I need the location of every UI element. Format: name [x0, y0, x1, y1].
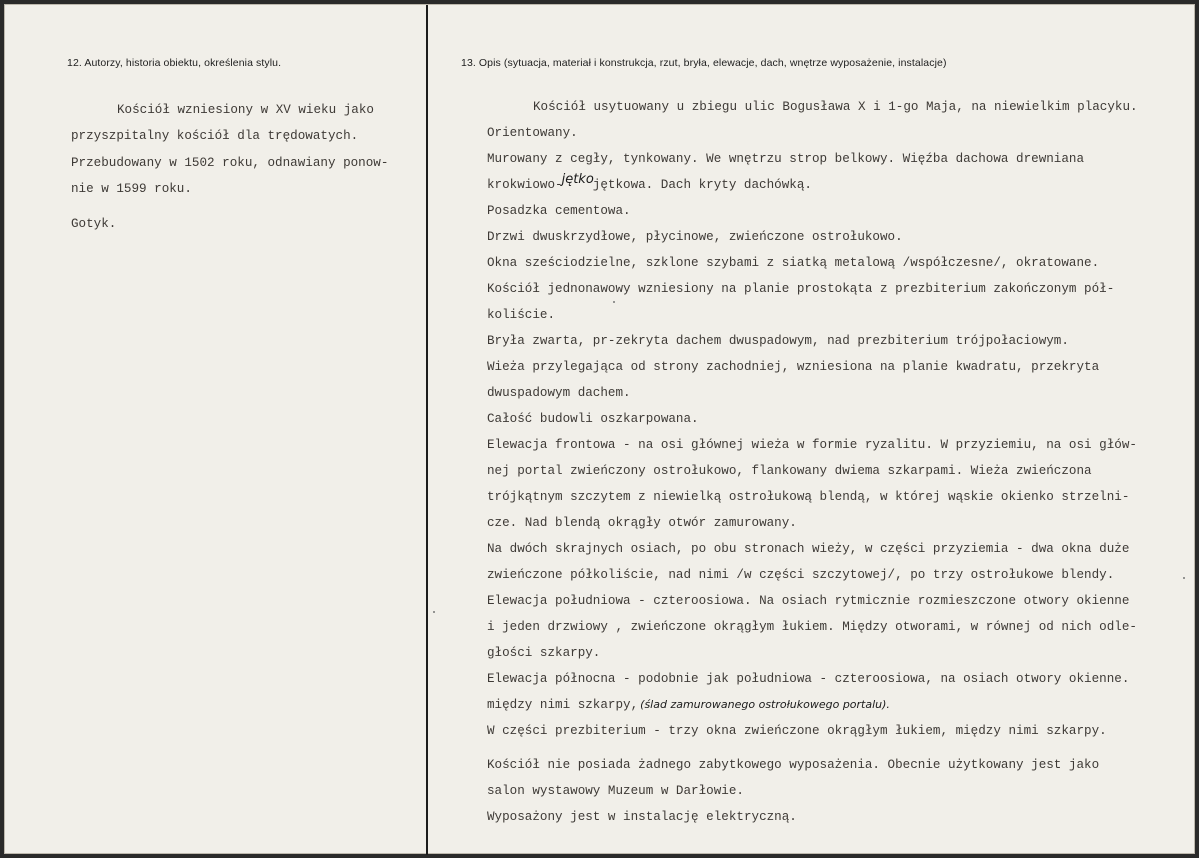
description-line: Murowany z cegły, tynkowany. We wnętrzu strop belkowy. Więźba dachowa drewniana [487, 152, 1085, 166]
section-12-heading: 12. Autorzy, historia obiektu, określenia stylu. [67, 57, 282, 69]
description-line: salon wystawowy Muzeum w Darłowie. [487, 784, 744, 798]
description-line: Okna sześciodzielne, szklone szybami z siatką metalową /współczesne/, okratowane. [487, 256, 1100, 270]
description-line: Kościół nie posiada żadnego zabytkowego wyposażenia. Obecnie użytkowany jest jako [487, 758, 1100, 772]
description-text: jętkowa. Dach kryty dachówką. [592, 178, 812, 192]
description-line: i jeden drzwiowy , zwieńczone okrągłym łukiem. Między otworami, w równej od nich odle- [487, 620, 1137, 634]
description-line: Orientowany. [487, 126, 578, 140]
description-line: Kościół usytuowany u zbiegu ulic Bogusława X i 1-go Maja, na niewielkim placyku. [533, 100, 1138, 114]
description-line: zwieńczone półkoliście, nad nimi /w części szczytowej/, po trzy ostrołukowe blendy. [487, 568, 1115, 582]
description-column [487, 94, 1187, 830]
style-text: Gotyk. [71, 217, 117, 232]
description-line [487, 172, 1187, 198]
description-line: Elewacja północna - podobnie jak południowa - czteroosiowa, na osiach otwory okienne. [487, 672, 1130, 686]
description-text: krokwiowo- [487, 178, 563, 192]
description-line: Wieża przylegająca od strony zachodniej, wzniesiona na planie kwadratu, przekryta [487, 360, 1100, 374]
description-line: trójkątnym szczytem z niewielką ostrołukową blendą, w której wąskie okienko strzelni- [487, 490, 1130, 504]
description-line: Elewacja frontowa - na osi głównej wieża w formie ryzalitu. W przyziemiu, na osi głów- [487, 438, 1137, 452]
description-text: między nimi szkarpy, [487, 698, 639, 712]
description-line: Kościół jednonawowy wzniesiony na planie prostokąta z prezbiterium zakończonym pół- [487, 282, 1115, 296]
description-line: Bryła zwarta, pr-zekryta dachem dwuspadowym, nad prezbiterium trójpołaciowym. [487, 334, 1069, 348]
section-13-heading: 13. Opis (sytuacja, materiał i konstrukcja, rzut, bryła, elewacje, dach, wnętrze wyposażenie, instalacje) [461, 57, 947, 69]
description-line: dwuspadowym dachem. [487, 386, 631, 400]
description-line: cze. Nad blendą okrągły otwór zamurowany. [487, 516, 797, 530]
document-sheet [4, 4, 1195, 854]
history-column [71, 97, 411, 237]
description-line: koliście. [487, 308, 556, 322]
description-line: W części prezbiterium - trzy okna zwieńczone okrągłym łukiem, między nimi szkarpy. [487, 724, 1107, 738]
handwritten-correction: jętko [561, 172, 594, 187]
description-line: nej portal zwieńczony ostrołukowo, flankowany dwiema szkarpami. Wieża zwieńczona [487, 464, 1092, 478]
description-line [487, 692, 1187, 718]
column-divider [426, 5, 428, 855]
paper-speck [613, 301, 615, 303]
paper-speck [1183, 577, 1185, 579]
description-line: Posadzka cementowa. [487, 204, 631, 218]
history-line: nie w 1599 roku. [71, 181, 192, 196]
description-line: głości szkarpy. [487, 646, 601, 660]
description-line: Drzwi dwuskrzydłowe, płycinowe, zwieńczone ostrołukowo. [487, 230, 903, 244]
history-line: Przebudowany w 1502 roku, odnawiany ponow- [71, 155, 389, 170]
description-line: Elewacja południowa - czteroosiowa. Na osiach rytmicznie rozmieszczone otwory okienne [487, 594, 1130, 608]
history-line: przyszpitalny kościół dla trędowatych. [71, 129, 359, 144]
description-line: Wyposażony jest w instalację elektryczną. [487, 810, 797, 824]
handwritten-note: (ślad zamurowanego ostrołukowego portalu). [640, 698, 890, 711]
description-line: Całość budowli oszkarpowana. [487, 412, 699, 426]
history-line: Kościół wzniesiony w XV wieku jako [117, 103, 374, 117]
paper-speck [433, 611, 435, 613]
description-line: Na dwóch skrajnych osiach, po obu stronach wieży, w części przyziemia - dwa okna duże [487, 542, 1130, 556]
